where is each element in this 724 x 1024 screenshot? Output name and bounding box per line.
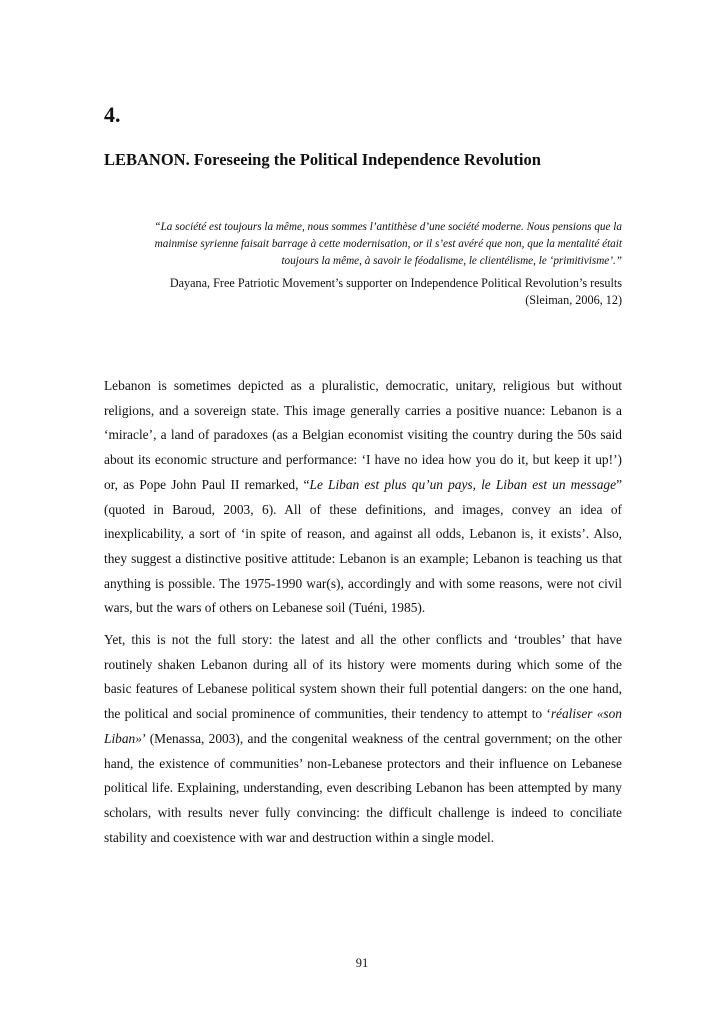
paragraph-1-part-1: Lebanon is sometimes depicted as a pluralistic, democratic, unitary, religious but without religions, and a sovereign state. This image generally carries a positive nuance: Lebanon is a ‘miracle’, a land of paradoxes (as a Belgian economist visiting the country during the 50s said about its economic structure and performance: ‘I have no idea how you do it, but keep it up!’) or, as Pope John Paul II remarked, “ <box>104 378 622 492</box>
paragraph-1-part-2: ” (quoted in Baroud, 2003, 6). All of these definitions, and images, convey an idea of inexplicability, a sort of ‘in spite of reason, and against all odds, Lebanon is, it exists’. Also, they suggest a distinctive positive attitude: Lebanon is an example; Lebanon is teaching us that anything is possible. The 1975-1990 war(s), accordingly and with some reasons, were not civil wars, but the wars of others on Lebanese soil (Tuéni, 1985). <box>104 476 623 616</box>
chapter-number: 4. <box>104 102 121 127</box>
paragraph-2-part-1: Yet, this is not the full story: the latest and all the other conflicts and ‘troubles’ that have routinely shaken Lebanon during all of its history were moments during which some of the basic features of Lebanese political system shown their full potential dangers: on the one hand, the political and social prominence of communities, their tendency to attempt to ‘ <box>104 632 622 722</box>
paragraph-1 <box>104 374 622 621</box>
paragraph-2-quote: réaliser «son Liban» <box>104 706 622 746</box>
attribution-citation: (Sleiman, 2006, 12) <box>525 293 622 307</box>
epigraph-attribution <box>118 275 622 309</box>
paragraph-2-part-2: ’ (Menassa, 2003), and the congenital weakness of the central government; on the other hand, the existence of communities’ non-Lebanese protectors and their influence on Lebanese political life. Explaining, understanding, even describing Lebanon has been attempted by many scholars, with results never fully convincing: the difficult challenge is indeed to conciliate stability and coexistence with war and destruction within a single model. <box>104 730 622 845</box>
epigraph-quote: “La société est toujours la même, nous sommes l’antithèse d’une société moderne. Nous pensions que la mainmise syrienne faisait barrage à cette modernisation, or il s’est avéré que non, que la mentalité était toujours la même, à savoir le féodalisme, le clientélisme, le ‘primitivisme’.” <box>154 221 622 267</box>
chapter-title: LEBANON. Foreseeing the Political Independence Revolution <box>104 150 541 169</box>
paragraph-1-quote: Le Liban est plus qu’un pays, le Liban est un message <box>309 476 617 492</box>
body-text <box>104 374 622 857</box>
page-number: 91 <box>355 956 369 970</box>
paragraph-2 <box>104 628 622 850</box>
attribution-source: Dayana, Free Patriotic Movement’s supporter on Independence Political Revolution’s results <box>169 276 622 290</box>
